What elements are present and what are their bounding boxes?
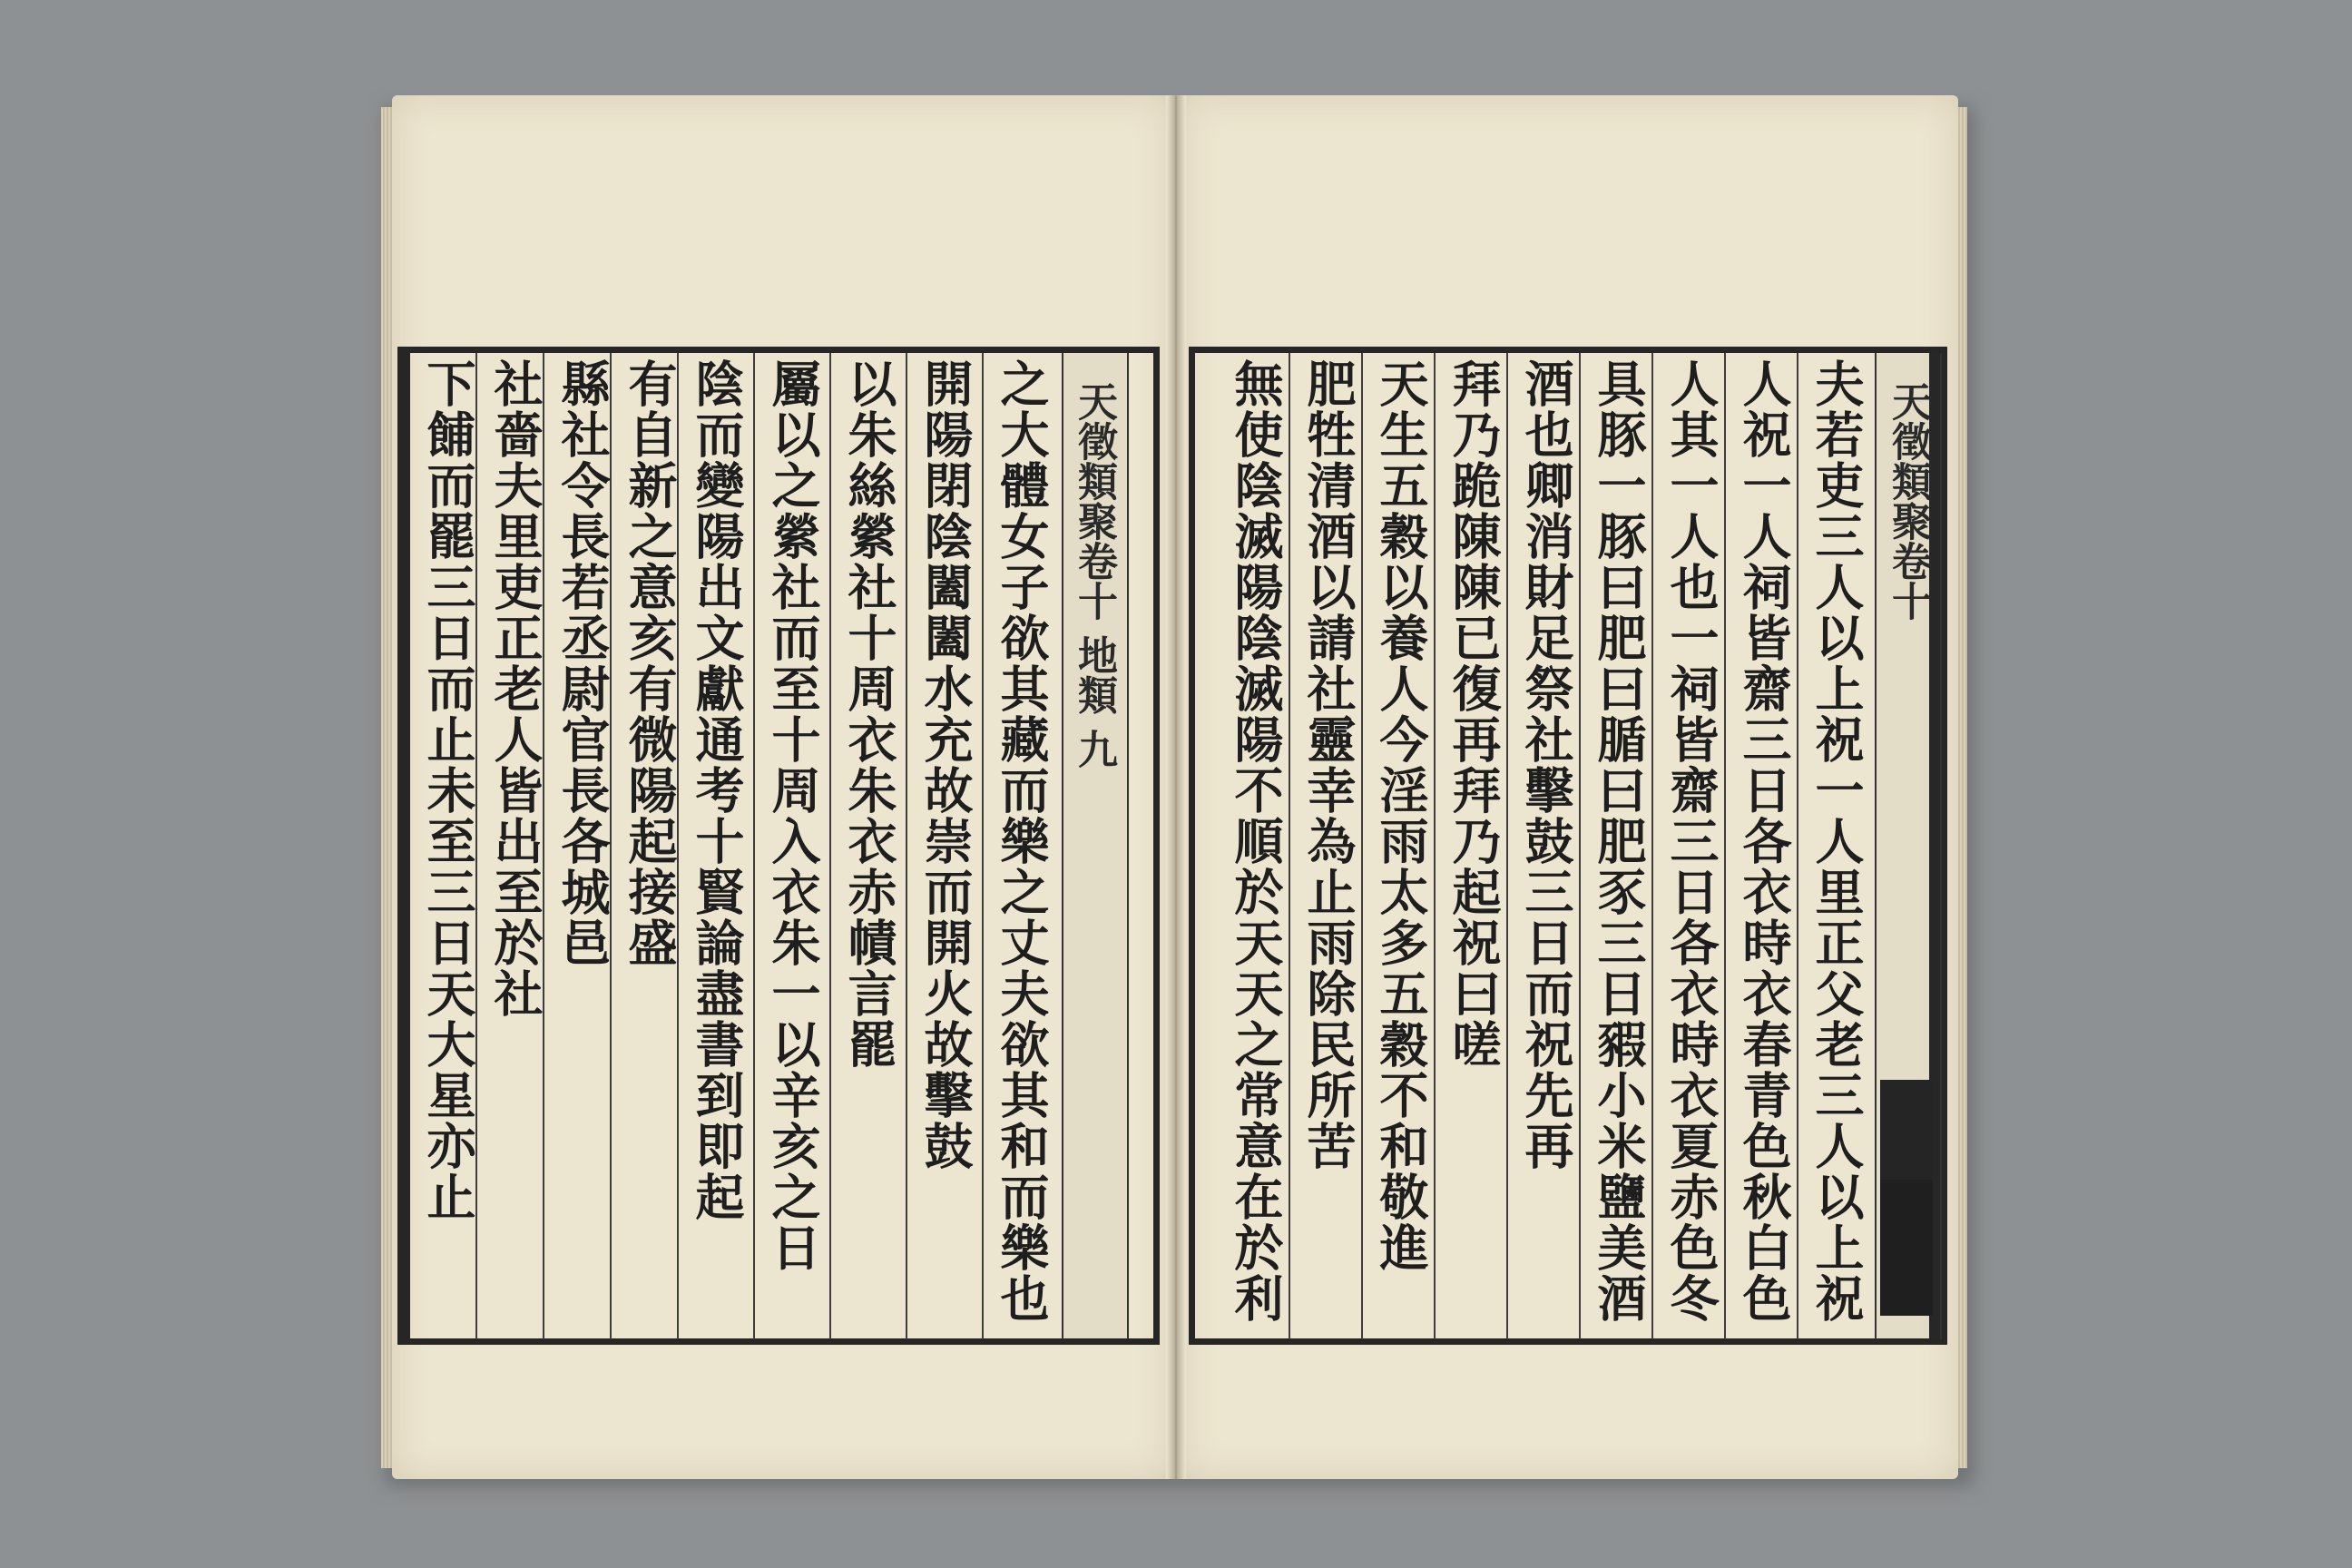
right-col-8: 肥牲清酒以請社靈幸為止雨除民所苦 — [1299, 358, 1357, 1171]
left-col-9: 下餔而罷三日而止未至三日天大星亦止 — [419, 358, 477, 1222]
column-rule — [906, 353, 907, 1339]
right-col-7: 天生五穀以養人今淫雨太多五穀不和敬進 — [1372, 358, 1430, 1273]
left-col-5: 陰而變陽出文獻通考十賢論盡書到即起 — [688, 358, 746, 1222]
book-gutter — [1166, 95, 1186, 1479]
right-col-4: 具豚一豚曰肥曰腯曰肥豕三日豭小米鹽美酒 — [1590, 358, 1648, 1324]
right-page-spine-title: 天徵類聚卷十 — [1885, 381, 1931, 621]
left-col-7: 縣社令長若丞尉官長各城邑 — [554, 358, 612, 968]
column-rule — [829, 353, 831, 1339]
column-rule — [753, 353, 755, 1339]
left-page-spine-title: 天徵類聚卷十 地類 九 — [1071, 381, 1117, 769]
right-col-1: 夫若吏三人以上祝一人里正父老三人以上祝 — [1808, 358, 1866, 1324]
right-col-9: 無使陰滅陽陰滅陽不順於天天之常意在於利 — [1227, 358, 1285, 1324]
fishtail-mark-right-lower — [1880, 1180, 1933, 1316]
fishtail-mark-right — [1880, 1080, 1933, 1180]
fishtail-mark-left — [1067, 1071, 1120, 1098]
right-col-6: 拜乃跪陳陳已復再拜乃起祝曰嗟 — [1445, 358, 1503, 1070]
left-col-4: 屬以之縈社而至十周入衣朱一以辛亥之日 — [764, 358, 822, 1273]
left-col-6: 有自新之意亥有微陽起接盛 — [621, 358, 679, 968]
left-col-2: 開陽閉陰闔闔水充故崇而開火故擊鼓 — [916, 358, 975, 1171]
right-col-2: 人祝一人祠皆齋三日各衣時衣春青色秋白色 — [1735, 358, 1793, 1324]
right-col-5: 酒也卿消財足祭社擊鼓三日而祝先再 — [1517, 358, 1575, 1171]
right-col-3: 人其一人也一祠皆齋三日各衣時衣夏赤色冬 — [1662, 358, 1720, 1324]
column-rule — [982, 353, 984, 1339]
left-col-8: 社嗇夫里吏正老人皆出至於社 — [486, 358, 544, 1019]
left-col-1: 之大體女子欲其藏而樂之丈夫欲其和而樂也 — [993, 358, 1051, 1324]
left-col-3: 以朱絲縈社十周衣朱衣赤幘言罷 — [840, 358, 898, 1070]
